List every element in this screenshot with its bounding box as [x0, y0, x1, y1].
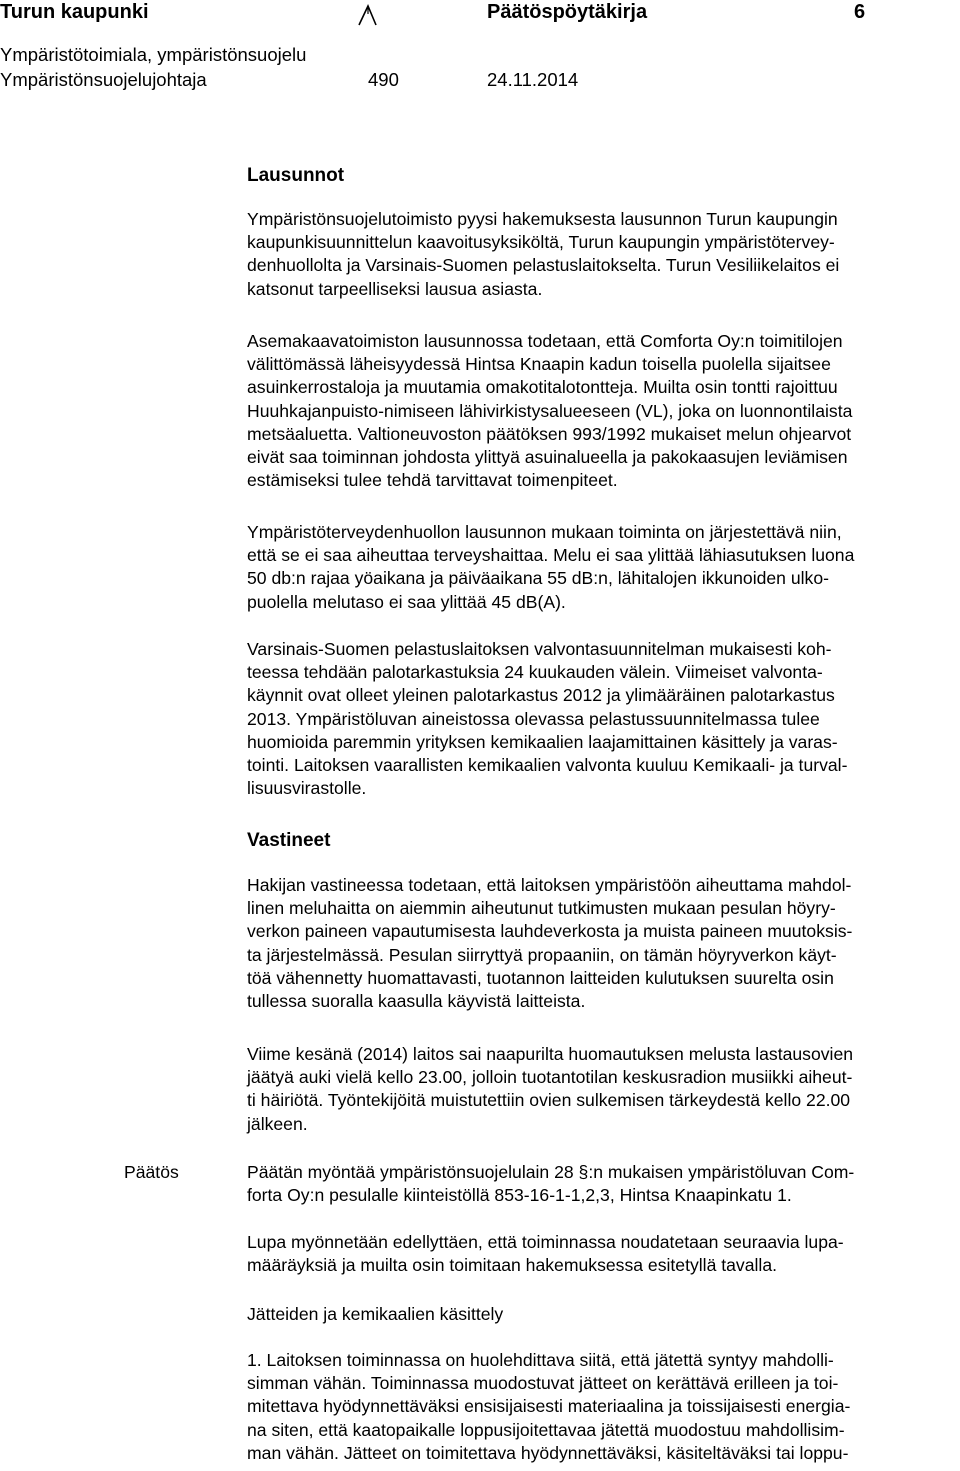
text-line: estämiseksi tulee tehdä tarvittavat toimenpiteet.: [247, 470, 618, 491]
text-line: Viime kesänä (2014) laitos sai naapurilta huomautuksen melusta lastausovien: [247, 1044, 854, 1064]
text-line: Ympäristönsuojelutoimisto pyysi hakemuksesta lausunnon Turun kaupungin: [247, 209, 838, 229]
section-title-lausunnot: Lausunnot: [247, 165, 345, 186]
decision-label: Päätös: [124, 1162, 179, 1182]
text-line: eivät saa toiminnan johdosta ylittyä asuinalueella ja pakokaasujen leviämisen: [247, 447, 848, 468]
text-line: tullessa suoralla kaasulla käyvistä laitteista.: [247, 991, 586, 1012]
text-line: lisuusvirastolle.: [247, 778, 367, 799]
text-line: 1. Laitoksen toiminnassa on huolehdittava siitä, että jätettä syntyy mahdolli-: [247, 1350, 834, 1370]
text-line: töä vähennetty huomattavasti, tuotannon laitteiden kulutuksen suurelta osin: [247, 967, 834, 988]
lausunnot-paragraph-2: [247, 330, 852, 492]
text-line: ti häiriötä. Työntekijöitä muistutettiin ovien sulkemisen tärkeydestä kello 22.00: [247, 1090, 851, 1111]
text-line: ta järjestelmässä. Pesulan siirryttyä propaaniin, on tämän höyryverkon käyt-: [247, 944, 837, 965]
official-title: Ympäristönsuojelujohtaja: [0, 69, 207, 90]
text-line: Huuhkajanpuisto-nimiseen lähivirkistysalueeseen (VL), joka on luonnontilaista: [247, 400, 853, 421]
section-title-vastineet: Vastineet: [247, 830, 331, 851]
text-line: 50 db:n rajaa yöaikana ja päiväaikana 55 dB:n, lähitalojen ikkunoiden ulko-: [247, 568, 829, 589]
text-line: mitettava hyödynnettäväksi ensisijaisesti materiaalina ja toissijaisesti energia-: [247, 1396, 851, 1417]
document-date: 24.11.2014: [487, 69, 579, 90]
text-line: man vähän. Jätteet on toimitettava hyödynnettäväksi, käsiteltäväksi tai loppu-: [247, 1442, 849, 1463]
text-line: Asemakaavatoimiston lausunnossa todetaan, että Comforta Oy:n toimitilojen: [247, 331, 843, 351]
text-line: kaupunkisuunnittelun kaavoitusyksiköltä, Turun kaupungin ympäristötervey-: [247, 232, 835, 253]
text-line: jälkeen.: [247, 1113, 308, 1134]
text-line: tointi. Laitoksen vaarallisten kemikaalien valvonta kuuluu Kemikaali- ja turval-: [247, 755, 848, 776]
text-line: 2013. Ympäristöluvan aineistossa olevassa pelastussuunnitelmassa tulee: [247, 708, 820, 729]
text-line: jäätyä auki vielä kello 23.00, jolloin tuotantotilan keskusradion musiikki aiheut-: [247, 1067, 853, 1088]
text-line: denhuollolta ja Varsinais-Suomen pelastuslaitokselta. Turun Vesiliikelaitos ei: [247, 255, 840, 276]
text-line: välittömässä läheisyydessä Hintsa Knaapin kadun toisella puolella sijaitsee: [247, 354, 831, 375]
lausunnot-paragraph-3: [247, 521, 854, 614]
decision-item-1: [247, 1349, 850, 1465]
text-line: forta Oy:n pesulalle kiinteistöllä 853-16-1-1,2,3, Hintsa Knaapinkatu 1.: [247, 1185, 792, 1206]
text-line: simman vähän. Toiminnassa muodostuvat jätteet on kerättävä erilleen ja toi-: [247, 1373, 839, 1394]
text-line: Päätän myöntää ympäristönsuojelulain 28 §:n mukaisen ympäristöluvan Com-: [247, 1162, 855, 1182]
text-line: asuinkerrostaloja ja muutamia omakotitalotontteja. Muilta osin tontti rajoittuu: [247, 377, 838, 398]
decision-number: 490: [368, 69, 399, 90]
text-line: linen meluhaitta on aiemmin aiheutunut tutkimusten mukaan pesulan höyry-: [247, 898, 836, 919]
text-line: Varsinais-Suomen pelastuslaitoksen valvontasuunnitelman mukaisesti koh-: [247, 639, 832, 659]
department: Ympäristötoimiala, ympäristönsuojelu: [0, 44, 307, 65]
pen-icon: [356, 3, 378, 27]
text-line: Ympäristöterveydenhuollon lausunnon mukaan toiminta on järjestettävä niin,: [247, 522, 842, 542]
text-line: metsäaluetta. Valtioneuvoston päätöksen 993/1992 mukaiset melun ohjearvot: [247, 423, 852, 444]
page-number: 6: [854, 1, 866, 23]
decision-paragraph-2: [247, 1231, 844, 1277]
text-line: määräyksiä ja muilta osin toimitaan hakemuksessa esitetyllä tavalla.: [247, 1255, 778, 1276]
text-line: käynnit ovat olleet yleinen palotarkastus 2012 ja ylimääräinen palotarkastus: [247, 685, 835, 706]
text-line: huomioida paremmin yrityksen kemikaalien laajamittainen käsittely ja varas-: [247, 731, 838, 752]
vastineet-paragraph-1: [247, 874, 852, 1013]
text-line: teessa tehdään palotarkastuksia 24 kuukauden välein. Viimeiset valvonta-: [247, 662, 823, 683]
decision-paragraph-1: [247, 1161, 854, 1207]
text-line: Lupa myönnetään edellyttäen, että toiminnassa noudatetaan seuraavia lupa-: [247, 1232, 844, 1252]
vastineet-paragraph-2: [247, 1043, 853, 1136]
document-type: Päätöspöytäkirja: [487, 1, 648, 23]
text-line: na siten, että kaatopaikalle loppusijoitettavaa jätettä muodostuu mahdollisim-: [247, 1419, 845, 1440]
text-line: että se ei saa aiheuttaa terveyshaittaa. Melu ei saa ylittää lähiasutuksen luona: [247, 545, 855, 566]
text-line: verkon paineen vapautumisesta lauhdeverkosta ja muista paineen muutoksis-: [247, 921, 853, 942]
text-line: katsonut tarpeelliseksi lausua asiasta.: [247, 278, 543, 299]
lausunnot-paragraph-4: [247, 638, 847, 800]
lausunnot-paragraph-1: [247, 208, 839, 301]
organization-name: Turun kaupunki: [0, 1, 149, 23]
text-line: Hakijan vastineessa todetaan, että laitoksen ympäristöön aiheuttama mahdol-: [247, 875, 852, 895]
decision-subheading: Jätteiden ja kemikaalien käsittely: [247, 1304, 504, 1324]
text-line: puolella melutaso ei saa ylittää 45 dB(A).: [247, 591, 566, 612]
